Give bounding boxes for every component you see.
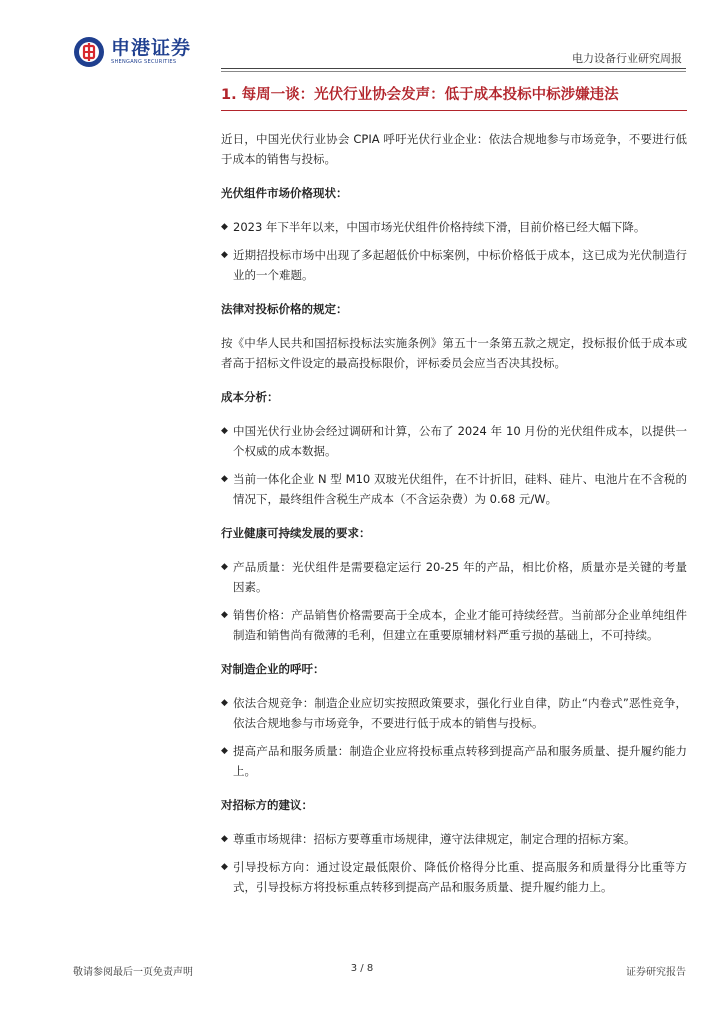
main-content	[221, 84, 687, 897]
bullet-text: 当前一体化企业 N 型 M10 双玻光伏组件，在不计折旧，硅料、硅片、电池片在不含税的情况下，最终组件含税生产成本（不含运杂费）为 0.68 元/W。	[233, 472, 687, 506]
logo-mark-icon	[73, 36, 105, 68]
list-item	[221, 829, 687, 849]
bullet-text: 近期招投标市场中出现了多起超低价中标案例，中标价格低于成本，这已成为光伏制造行业的一个难题。	[233, 248, 687, 282]
list-item	[221, 693, 687, 733]
diamond-bullet-icon: ◆	[221, 222, 228, 232]
bullet-list-manufacturer-appeal	[221, 693, 687, 781]
bullet-list-cost-analysis	[221, 421, 687, 509]
bullet-list-sustainable-development	[221, 557, 687, 645]
header-rule-thin	[221, 71, 686, 72]
heading-legal-rules: 法律对投标价格的规定：	[221, 302, 348, 316]
report-type: 电力设备行业研究周报	[572, 52, 682, 65]
bullet-text: 依法合规竞争：制造企业应切实按照政策要求，强化行业自律，防止“内卷式”恶性竞争，依法合规地参与市场竞争，不要进行低于成本的销售与投标。	[233, 696, 687, 730]
diamond-bullet-icon: ◆	[221, 862, 228, 872]
list-item	[221, 741, 687, 781]
header-rule	[221, 68, 686, 69]
diamond-bullet-icon: ◆	[221, 562, 228, 572]
page-number: 3 / 8	[350, 963, 374, 974]
diamond-bullet-icon: ◆	[221, 610, 228, 620]
list-item	[221, 605, 687, 645]
bullet-text: 引导投标方向：通过设定最低限价、降低价格得分比重、提高服务和质量得分比重等方式，引导投标方将投标重点转移到提高产品和服务质量、提升履约能力上。	[233, 860, 687, 894]
brand-logo	[73, 36, 191, 68]
legal-paragraph: 按《中华人民共和国招标投标法实施条例》第五十一条第五款之规定，投标报价低于成本或者高于招标文件设定的最高投标限价，评标委员会应当否决其投标。	[221, 336, 687, 370]
bullet-text: 中国光伏行业协会经过调研和计算，公布了 2024 年 10 月份的光伏组件成本，以提供一个权威的成本数据。	[233, 424, 687, 458]
list-item	[221, 857, 687, 897]
bullet-list-tenderer-advice	[221, 829, 687, 897]
diamond-bullet-icon: ◆	[221, 698, 228, 708]
heading-price-status: 光伏组件市场价格现状：	[221, 186, 348, 200]
list-item	[221, 557, 687, 597]
heading-cost-analysis: 成本分析：	[221, 390, 279, 404]
list-item	[221, 217, 687, 237]
list-item	[221, 245, 687, 285]
diamond-bullet-icon: ◆	[221, 746, 228, 756]
diamond-bullet-icon: ◆	[221, 250, 228, 260]
heading-sustainable-development: 行业健康可持续发展的要求：	[221, 526, 371, 540]
bullet-text: 2023 年下半年以来，中国市场光伏组件价格持续下滑，目前价格已经大幅下降。	[233, 220, 646, 234]
list-item	[221, 421, 687, 461]
bullet-list-price-status	[221, 217, 687, 285]
bullet-text: 尊重市场规律：招标方要尊重市场规律，遵守法律规定，制定合理的招标方案。	[233, 832, 636, 846]
heading-manufacturer-appeal: 对制造企业的呼吁：	[221, 662, 325, 676]
bullet-text: 产品质量：光伏组件是需要稳定运行 20-25 年的产品，相比价格，质量亦是关键的考量因素。	[233, 560, 687, 594]
bullet-text: 销售价格：产品销售价格需要高于全成本，企业才能可持续经营。当前部分企业单纯组件制造和销售尚有微薄的毛利，但建立在重要原辅材料严重亏损的基础上，不可持续。	[233, 608, 687, 642]
report-label: 证券研究报告	[626, 967, 686, 978]
bullet-text: 提高产品和服务质量：制造企业应将投标重点转移到提高产品和服务质量、提升履约能力上。	[233, 744, 687, 778]
list-item	[221, 469, 687, 509]
logo-name-en: SHENGANG SECURITIES	[111, 59, 177, 65]
heading-tenderer-advice: 对招标方的建议：	[221, 798, 313, 812]
section-title: 1. 每周一谈：光伏行业协会发声：低于成本投标中标涉嫌违法	[221, 87, 619, 103]
logo-name-cn: 申港证券	[111, 37, 192, 59]
diamond-bullet-icon: ◆	[221, 474, 228, 484]
diamond-bullet-icon: ◆	[221, 426, 228, 436]
diamond-bullet-icon: ◆	[221, 834, 228, 844]
disclaimer-note: 敬请参阅最后一页免责声明	[73, 967, 193, 978]
title-underline	[221, 110, 687, 111]
intro-paragraph: 近日，中国光伏行业协会 CPIA 呼吁光伏行业企业：依法合规地参与市场竞争，不要进行低于成本的销售与投标。	[221, 132, 687, 166]
